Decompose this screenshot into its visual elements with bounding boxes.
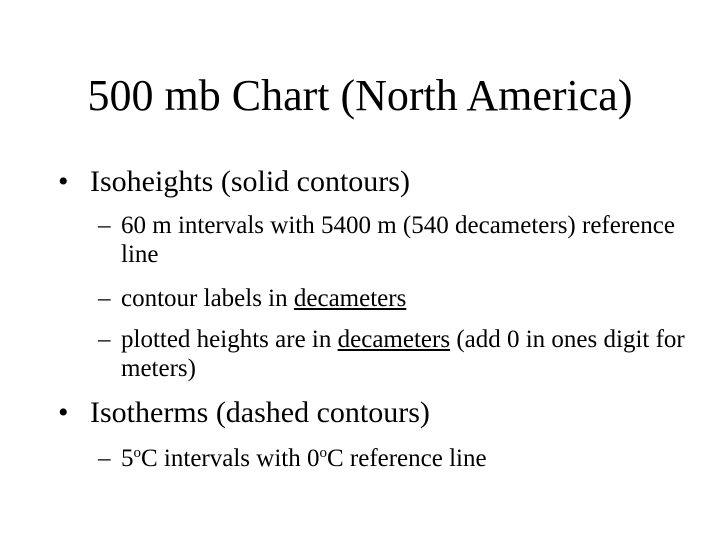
decameters-link[interactable]: decameters [293,285,407,312]
sub-bullet-text [121,444,698,473]
bullet-marker: • [58,165,69,198]
dash-marker: – [98,445,111,472]
text-pre: plotted heights are in [121,326,338,353]
sub-bullet-contour-labels [98,284,698,313]
bullet-marker: • [58,396,69,429]
text-part: C intervals with 0 [141,445,320,472]
sub-bullet-text [121,325,698,383]
bullet-isotherms [58,395,430,431]
bullet-text: Isotherms (dashed contours) [90,396,430,429]
dash-marker: – [98,326,111,353]
bullet-isoheights [58,164,410,200]
text-part: 5 [121,445,134,472]
dash-marker: – [98,285,111,312]
degree-superscript: o [319,445,327,461]
text-part: C reference line [326,445,487,472]
sub-bullet-text [121,284,698,313]
dash-marker: – [98,212,111,239]
text-pre: contour labels in [121,285,294,312]
decameters-link[interactable]: decameters [337,326,451,353]
slide-title: 500 mb Chart (North America) [87,71,633,120]
sub-bullet-isotherm-intervals [98,444,698,473]
sub-bullet-plotted-heights [98,325,698,383]
sub-bullet-intervals [98,211,698,269]
text-post: (add 0 in ones digit for meters) [121,326,685,382]
sub-bullet-text: 60 m intervals with 5400 m (540 decameters) reference line [121,212,675,268]
bullet-text: Isoheights (solid contours) [90,165,410,198]
degree-superscript: o [133,445,141,461]
